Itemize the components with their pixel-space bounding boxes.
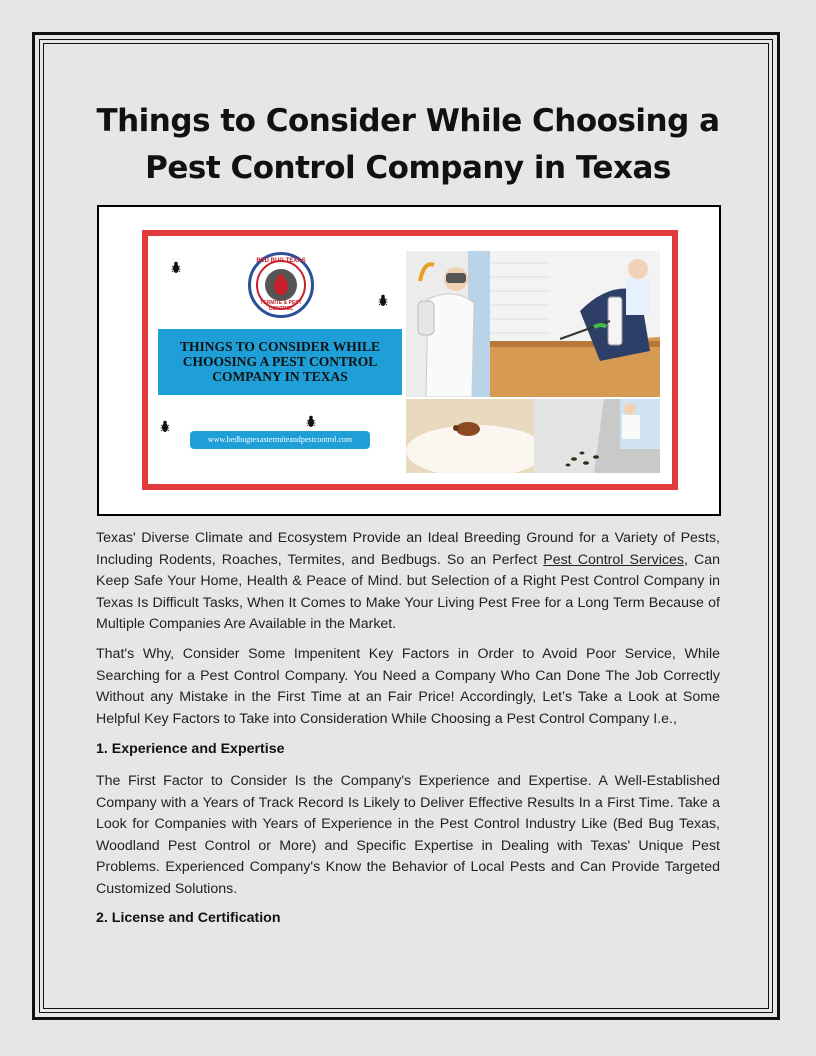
photo-technician-spraying [406, 251, 490, 397]
bug-icon [306, 415, 316, 428]
photo-roaches-corner [534, 399, 660, 473]
spraying-photo-icon [490, 251, 660, 397]
paragraph-key-factors: That's Why, Consider Some Impenitent Key Factors in Order to Avoid Poor Service, While Searching for a Pest Control Company. You Need a Company Who Can Done The Job Correctly Without any Mistake in the First Time at an Fair Price! Accordingly, Let’s Take a Look at Some Helpful Key Factors to Take into Consideration While Choosing a Pest Control Company I.e., [96, 646, 720, 727]
banner-heading-line-3: COMPANY IN TEXAS [212, 369, 348, 384]
logo-text-bottom: TERMITE & PEST CONTROL [260, 300, 302, 312]
page-title-line-2: Pest Control Company in Texas [145, 150, 671, 186]
bug-icon [378, 294, 388, 307]
logo-emblem [265, 269, 297, 301]
logo-text-top: BED BUG TEXAS [256, 258, 306, 264]
company-logo [248, 252, 314, 318]
page-title [96, 98, 720, 192]
paragraph-intro [96, 528, 720, 636]
technician-photo-icon [406, 251, 490, 397]
banner-image [142, 230, 678, 490]
bug-emblem-icon [265, 269, 297, 301]
photo-bed-bug-closeup [406, 399, 534, 473]
section-heading-license: 2. License and Certification [96, 910, 281, 926]
bug-icon [160, 420, 170, 433]
page-title-line-1: Things to Consider While Choosing a [96, 103, 720, 139]
website-url: www.bedbugtexastermiteandpestcontrol.com [190, 431, 370, 449]
section-text-experience: The First Factor to Consider Is the Company's Experience and Expertise. A Well-Established Company with a Years of Track Record Is Likely to Deliver Effective Results In a First Time. Take a Look for Companies with Years of Experience in the Pest Control Industry Like (Bed Bug Texas, Woodland Pest Control or More) and Specific Expertise in Dealing with Texas' Unique Pest Problems. Experienced Company's Know the Behavior of Local Pests and Can Provide Targeted Customized Solutions. [96, 773, 720, 897]
section-heading-experience: 1. Experience and Expertise [96, 741, 285, 757]
pest-control-services-link[interactable]: Pest Control Services [543, 551, 684, 568]
banner-heading-line-1: THINGS TO CONSIDER WHILE [180, 339, 380, 354]
banner-image-frame [97, 205, 721, 516]
photo-spraying-floor [490, 251, 660, 397]
banner-heading [158, 329, 402, 395]
paragraph-intro-text-1: Texas' Diverse Climate and Ecosystem Provide an Ideal Breeding Ground for a Variety of Pests, Including Rodents, Roaches, Termites, and Bedbugs. So an Perfect [96, 530, 720, 568]
banner-heading-line-2: CHOOSING A PEST CONTROL [182, 354, 378, 369]
roaches-photo-icon [534, 399, 660, 473]
paragraph-intro-text-2: , Can Keep Safe Your Home, Health & Peace of Mind. but Selection of a Right Pest Control Company in Texas Is Difficult Tasks, When It Comes to Make Your Living Pest Free for a Long Term Because of Multiple Companies Are Available in the Market. [96, 551, 720, 633]
bug-icon [171, 261, 181, 274]
bed-bug-photo-icon [406, 399, 534, 473]
